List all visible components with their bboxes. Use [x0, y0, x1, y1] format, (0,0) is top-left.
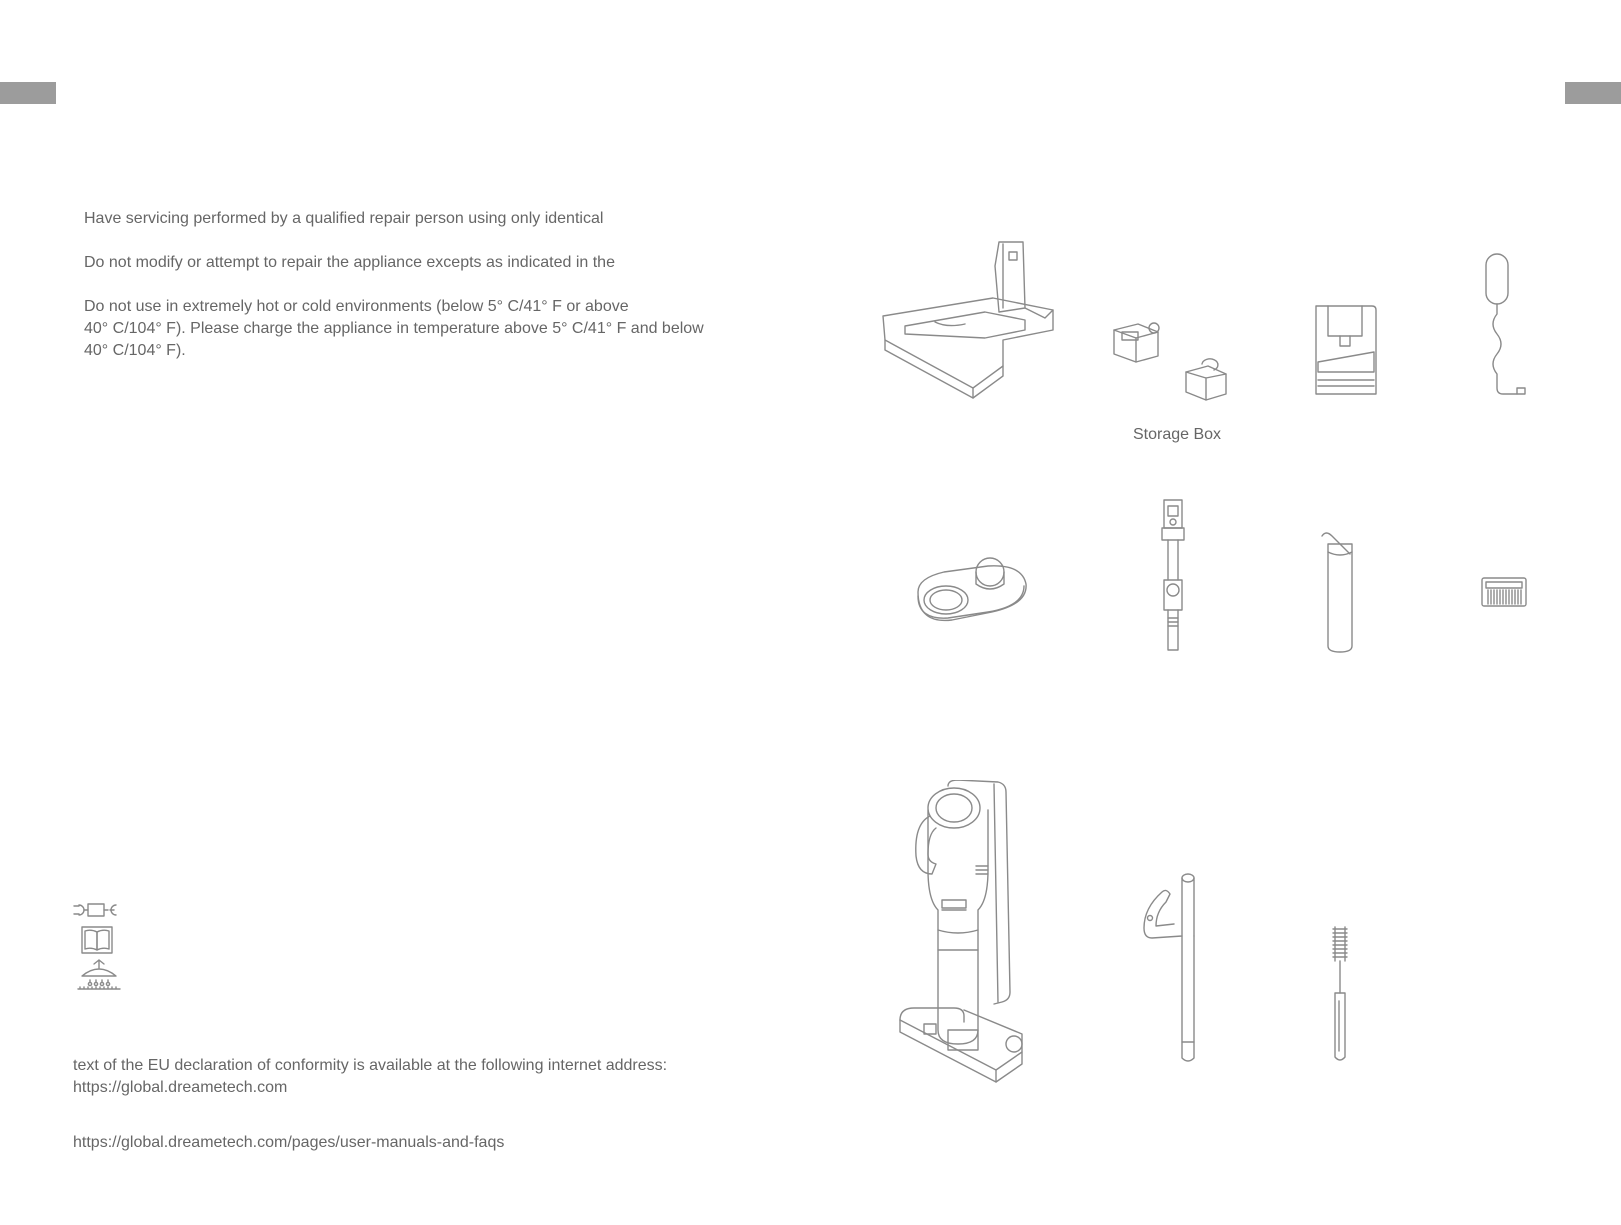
page-tab-right [1565, 82, 1621, 104]
filter-tube-illustration [1318, 530, 1358, 654]
dirty-water-tank-illustration [1312, 302, 1378, 398]
base-station-illustration [875, 238, 1065, 403]
declaration-url[interactable]: https://global.dreametech.com [73, 1079, 288, 1096]
recycle-weee-icon [76, 958, 122, 997]
class-ii-plug-icon [72, 902, 120, 923]
temperature-text [84, 296, 704, 362]
extension-tube-attachment-illustration [1156, 498, 1196, 656]
temperature-line-3: 40° C/104° F). [84, 342, 186, 359]
wet-dry-vacuum-main-unit-illustration [896, 780, 1046, 1100]
cleaning-brush-illustration [1327, 925, 1355, 1065]
brush-holder-tray-illustration [910, 552, 1030, 632]
declaration-line-1: text of the EU declaration of conformity is available at the following internet address: [73, 1057, 668, 1074]
long-handle-attachment-illustration [1140, 870, 1210, 1070]
roller-brush-cartridge-illustration [1480, 574, 1528, 610]
power-adapter-illustration [1480, 250, 1526, 400]
declaration-text [73, 1055, 667, 1099]
read-manual-icon [80, 925, 114, 960]
servicing-text: Have servicing performed by a qualified repair person using only identical [84, 210, 604, 227]
page-tab-left [0, 82, 56, 104]
temperature-line-1: Do not use in extremely hot or cold environments (below 5° C/41° F or above [84, 298, 629, 315]
manuals-url[interactable]: https://global.dreametech.com/pages/user-manuals-and-faqs [73, 1134, 505, 1151]
modify-text: Do not modify or attempt to repair the appliance excepts as indicated in the [84, 254, 615, 271]
storage-box-illustration [1110, 320, 1240, 406]
temperature-line-2: 40° C/104° F). Please charge the appliance in temperature above 5° C/41° F and below [84, 320, 704, 337]
storage-box-caption: Storage Box [1133, 426, 1222, 443]
